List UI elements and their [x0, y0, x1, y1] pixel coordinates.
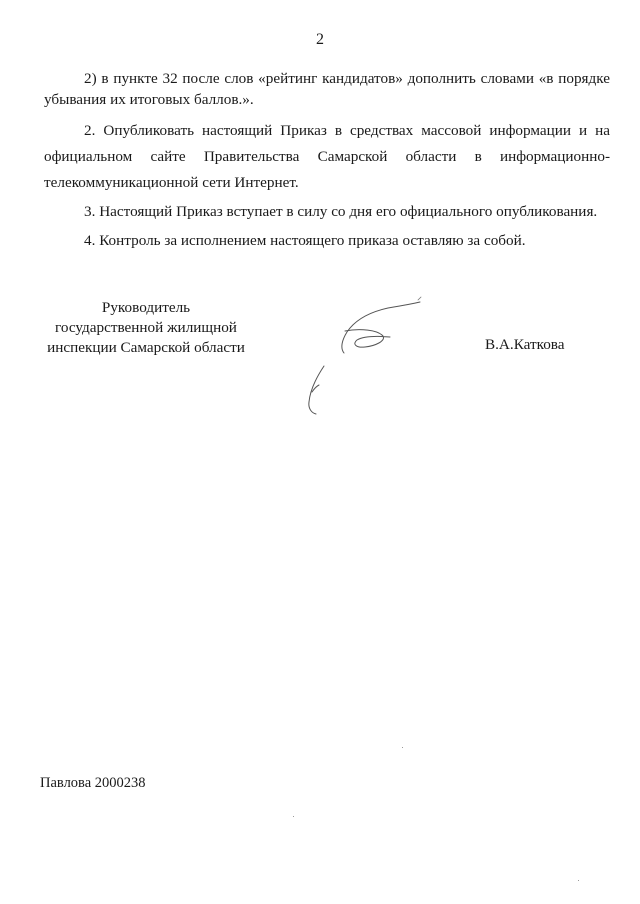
signatory-title-line: государственной жилищной	[55, 319, 237, 336]
signatory-title-line: Руководитель	[101, 299, 191, 316]
signatory-title-line: инспекции Самарской области	[47, 339, 245, 356]
executor-info: Павлова 2000238	[40, 775, 146, 791]
body-text	[44, 68, 610, 259]
scan-speck	[402, 747, 403, 748]
signatory-title	[40, 298, 252, 358]
scan-speck	[578, 880, 579, 881]
paragraph-effective: 3. Настоящий Приказ вступает в силу со дня его официального опубликования.	[84, 203, 598, 220]
signatory-name: В.А.Каткова	[485, 336, 565, 353]
page-number: 2	[316, 31, 324, 48]
handwritten-signature-icon	[300, 296, 430, 421]
paragraph-control: 4. Контроль за исполнением настоящего приказа оставляю за собой.	[84, 232, 526, 249]
paragraph-amendment: 2) в пункте 32 после слов «рейтинг кандидатов» дополнить словами «в порядке убывания их итоговых баллов.».	[44, 70, 610, 108]
paragraph-publish: 2. Опубликовать настоящий Приказ в средствах массовой информации и на официальном сайте Правительства Самарской области в информационно-телекоммуникационной сети Интернет.	[44, 122, 610, 191]
scan-speck	[293, 816, 294, 817]
